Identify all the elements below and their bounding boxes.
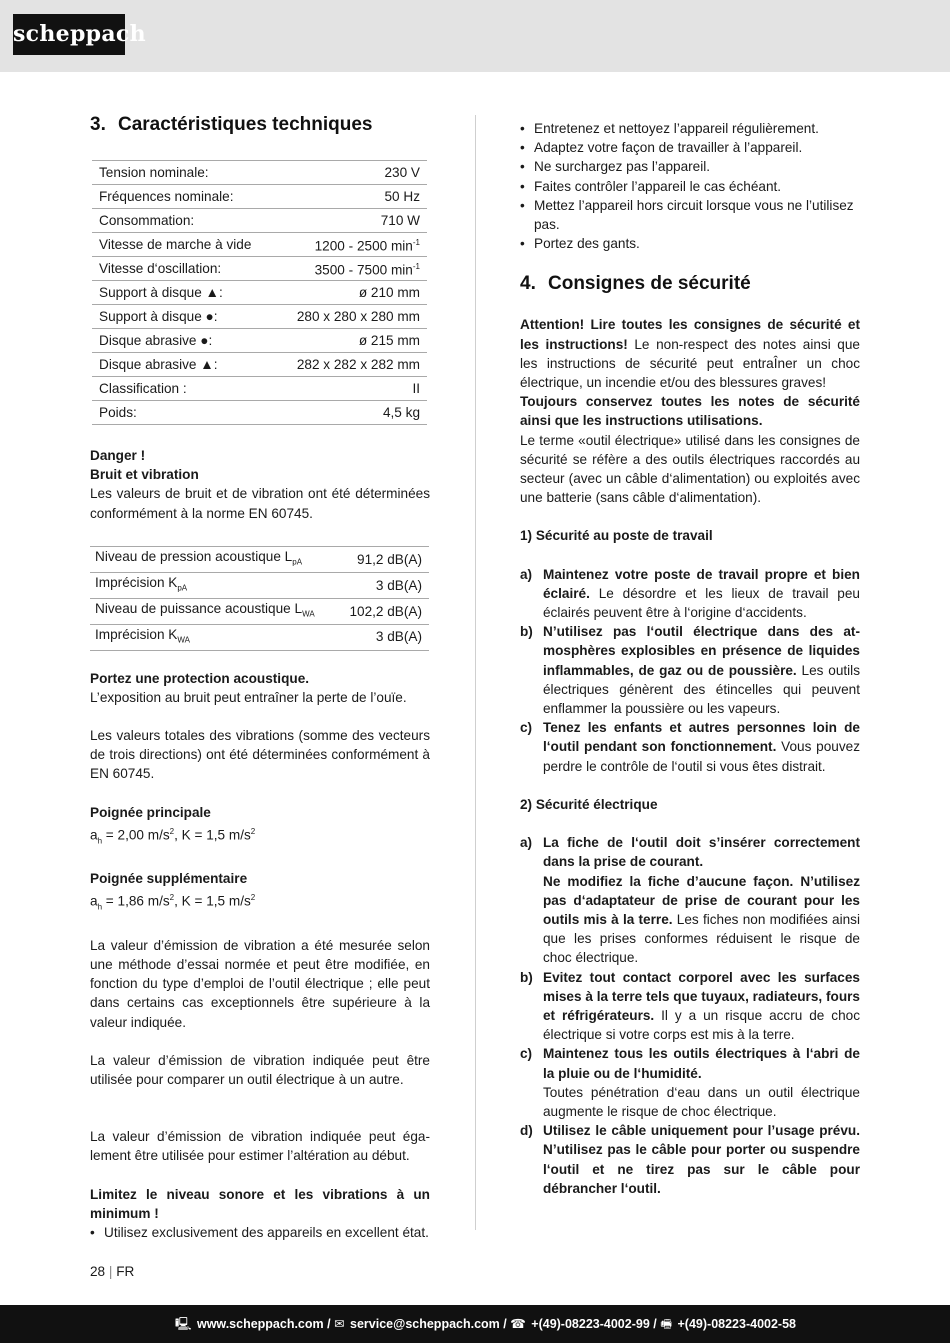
spec-value: 50 Hz	[276, 185, 427, 209]
page-number: 28 | FR	[90, 1264, 135, 1279]
computer-icon: 🖳	[174, 1317, 192, 1331]
spec-value: 4,5 kg	[276, 401, 427, 425]
protection-block	[90, 669, 430, 707]
safety-item: b) N’utilisez pas l‘outil électrique dans des atmosphères explosibles en présence de liquides inflammables, de gaz ou de poussière. Les outils électriques génèrent des étincelles qui peuvent enflammer la poussière ou les vapeurs.	[520, 624, 860, 717]
spec-value: 282 x 282 x 282 mm	[276, 353, 427, 377]
spec-label: Support à disque ●:	[92, 305, 276, 329]
noise-text: Les valeurs de bruit et de vibration ont été déterminées conformément à la norme EN 60745.	[90, 486, 430, 521]
acoustic-row	[90, 546, 429, 572]
phone-icon: ☎	[510, 1317, 526, 1331]
emission-paragraph-1: La valeur d’émission de vibration a été mesurée selon une méthode d’essai normée et peut être modifiée, en fonction du type d’emploi de l’outil électrique ; elle peut dans certains cas exceptionnels être supérieure à la valeur indiquée.	[90, 937, 430, 1030]
section-4-heading: 4. Consignes de sécurité	[520, 273, 751, 295]
brand-logo: scheppach	[13, 14, 125, 55]
section-1-title: 1) Sécurité au poste de travail	[520, 528, 713, 544]
acoustic-label: Imprécision $K_{pA}$	[90, 572, 337, 598]
spec-label: Consommation:	[92, 209, 276, 233]
spec-label: Vitesse d‘oscillation:	[92, 257, 276, 281]
fax-icon: 🖷	[660, 1317, 673, 1331]
workplace-items	[520, 565, 860, 776]
emission-paragraph-2: La valeur d’émission de vibration indiquée peut être utilisée pour comparer un outil électrique à un autre.	[90, 1052, 430, 1088]
safety-item: c) Maintenez tous les outils électriques à l‘abri de la pluie ou de l‘humidité. Toutes pénétration d‘eau dans un outil électrique augmente le risque de choc électrique.	[520, 1046, 860, 1119]
protection-title: Portez une protection acoustique.	[90, 670, 310, 686]
vibration-total-text: Les valeurs totales des vibrations (somme des vecteurs de trois directions) ont été déterminées conformément à EN 60745.	[90, 727, 430, 782]
spec-label: Vitesse de marche à vide	[92, 233, 276, 257]
section-3-heading: 3. Caractéristiques techniques	[90, 114, 373, 135]
section-2-title: 2) Sécurité électrique	[520, 796, 658, 812]
acoustic-label: Imprécision $K_{WA}$	[90, 624, 337, 650]
spec-value: ø 215 mm	[276, 329, 427, 353]
spec-row	[92, 281, 427, 305]
care-bullet: • Entretenez et nettoyez l’appareil régulièrement.	[520, 121, 819, 136]
safety-item: b) Evitez tout contact corporel avec les surfaces mises à la terre tels que tuyaux, radiateurs, fours et réfrigérateurs. Il y a un risque accru de choc électrique si votre corps est mis à la terre.	[520, 969, 860, 1043]
aux-handle-title: Poignée supplémentaire	[90, 871, 248, 887]
attention-paragraph: Attention! Lire toutes les consignes de sécurité et les instructions! Le non-respect des notes ainsi que les instructions de sécurité peut entraÎner un choc électrique, un incendie et/ou des blessures graves!	[520, 317, 860, 391]
aux-handle-block	[90, 869, 430, 917]
footer-website[interactable]: www.scheppach.com	[196, 1317, 324, 1331]
acoustic-value: 3 dB(A)	[337, 624, 429, 650]
spec-label: Fréquences nominale:	[92, 185, 276, 209]
acoustic-label: Niveau de pression acoustique $L_{pA}$	[90, 546, 337, 572]
limit-title: Limitez le niveau sonore et les vibrations à un minimum !	[90, 1186, 430, 1221]
care-bullet: • Mettez l’appareil hors circuit lorsque vous ne l’utilisez pas.	[520, 197, 854, 233]
acoustic-value: 3 dB(A)	[337, 572, 429, 598]
spec-label: Disque abrasive ▲:	[92, 353, 276, 377]
term-definition: Le terme «outil électrique» utilisé dans les consignes de sécurité se réfère a des outils électriques raccordés au secteur (avec un câble d‘alimentation) ou exploités avec une batterie (sans câble d‘alimentation).	[520, 432, 860, 506]
safety-item: c) Tenez les enfants et autres personnes loin de l‘outil pendant son fonctionnement. Vous pouvez perdre le contrôle de l‘outil si vous êtes distrait.	[520, 720, 861, 774]
spec-label: Classification :	[92, 377, 276, 401]
safety-item: d) Utilisez le câble uniquement pour l’usage prévu. N’utilisez pas le câble pour porter ou suspendre l‘outil et ne tirez pas sur le câble pour débrancher l‘outil.	[520, 1123, 860, 1196]
acoustic-row	[90, 572, 429, 598]
danger-title: Danger !	[90, 448, 146, 463]
spec-value: 230 V	[276, 161, 427, 185]
care-bullets	[520, 119, 860, 253]
spec-row	[92, 161, 427, 185]
acoustic-row	[90, 598, 429, 624]
column-divider	[475, 115, 476, 1230]
noise-section	[90, 446, 430, 523]
spec-value: ø 210 mm	[276, 281, 427, 305]
electrical-items	[520, 833, 860, 1198]
main-handle-block	[90, 803, 430, 851]
acoustic-table	[90, 546, 429, 651]
spec-row	[92, 377, 427, 401]
spec-value: 280 x 280 x 280 mm	[276, 305, 427, 329]
spec-row	[92, 401, 427, 425]
spec-label: Tension nominale:	[92, 161, 276, 185]
acoustic-label: Niveau de puissance acoustique $L_{WA}$	[90, 598, 337, 624]
left-column	[90, 112, 430, 1242]
spec-value: 1200 - 2500 $\min^{-1}$	[276, 233, 427, 257]
main-handle-values: $a_h = 2,00$ $m/s^2$, K = 1,5 $m/s^2$	[90, 826, 256, 845]
tech-spec-table	[92, 160, 427, 425]
right-column	[520, 119, 860, 1198]
safety-item: a) Maintenez votre poste de travail propre et bien éclairé. Le désordre et les lieux de travail peu éclairés peuvent être à l‘origine d‘accidents.	[520, 566, 860, 621]
header-bar	[0, 0, 950, 72]
spec-label: Support à disque ▲:	[92, 281, 276, 305]
spec-row	[92, 353, 427, 377]
footer-phone: +(49)-08223-4002-99	[531, 1317, 650, 1331]
limit-bullet: • Utilisez exclusivement des appareils en excellent état.	[90, 1225, 429, 1241]
footer-email[interactable]: service@scheppach.com	[350, 1317, 500, 1331]
care-bullet: • Portez des gants.	[520, 236, 640, 252]
noise-title: Bruit et vibration	[90, 467, 199, 483]
aux-handle-values: $a_h = 1,86$ $m/s^2$, K = 1,5 $m/s^2$	[90, 893, 256, 912]
emission-paragraph-3: La valeur d’émission de vibration indiquée peut également être utilisée pour estimer l’altération au début.	[90, 1129, 430, 1164]
mail-icon: ✉	[334, 1317, 345, 1331]
protection-text: L’exposition au bruit peut entraîner la perte de l’ouïe.	[90, 689, 407, 705]
spec-value: 710 W	[276, 209, 427, 233]
acoustic-value: 102,2 dB(A)	[337, 598, 429, 624]
acoustic-value: 91,2 dB(A)	[337, 546, 429, 572]
spec-row	[92, 329, 427, 353]
care-bullet: • Ne surchargez pas l’appareil.	[520, 159, 711, 175]
care-bullet: • Adaptez votre façon de travailler à l’appareil.	[520, 140, 803, 156]
spec-row	[92, 209, 427, 233]
spec-label: Disque abrasive ●:	[92, 329, 276, 353]
spec-row	[92, 185, 427, 209]
footer-fax: +(49)-08223-4002-58	[677, 1317, 796, 1331]
care-bullet: • Faites contrôler l’appareil le cas échéant.	[520, 178, 782, 194]
electrical-item-a: a) La fiche de l‘outil doit s’insérer correctement dans la prise de courant. Ne modifiez la fiche d’aucune façon. N’utilisez pas d‘adaptateur de prise de courant pour les outils mis à la terre. Les fiches non modifiées ainsi que les prises conformes réduisent le risque de choc électrique.	[520, 835, 860, 966]
spec-value: 3500 - 7500 $\min^{-1}$	[276, 257, 427, 281]
spec-row	[92, 305, 427, 329]
keep-instructions: Toujours conservez toutes les notes de sécurité ainsi que les instructions utilisations.	[520, 394, 860, 429]
acoustic-row	[90, 624, 429, 650]
main-handle-title: Poignée principale	[90, 804, 211, 820]
spec-row	[92, 233, 427, 257]
spec-row	[92, 257, 427, 281]
footer-bar: 🖳 www.scheppach.com / ✉ service@scheppach.com / ☎ +(49)-08223-4002-99 / 🖷 +(49)-08223-4002-58	[0, 1305, 950, 1343]
spec-value: II	[276, 377, 427, 401]
spec-label: Poids:	[92, 401, 276, 425]
